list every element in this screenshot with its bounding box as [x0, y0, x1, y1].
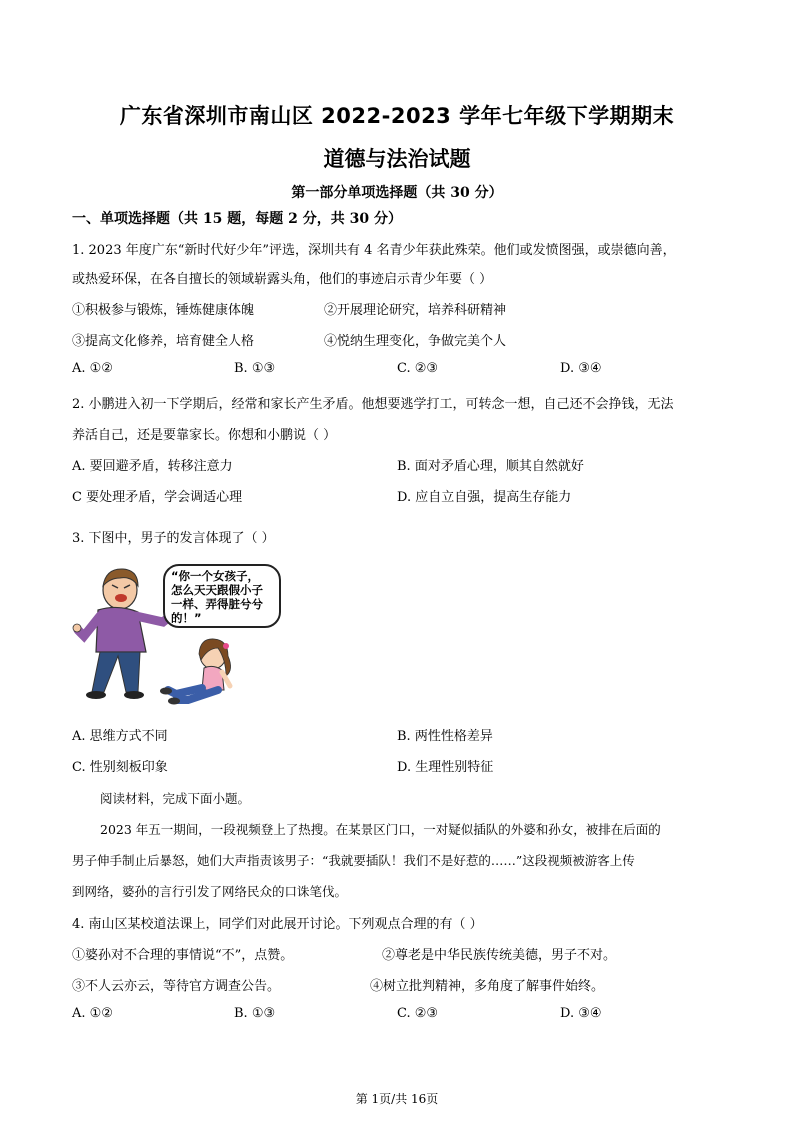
q1-stem-line2: 或热爱环保，在各自擅长的领域崭露头角，他们的事迹启示青少年要（ ） — [72, 272, 493, 287]
material-line-3: 到网络，婆孙的言行引发了网络民众的口诛笔伐。 — [72, 884, 348, 899]
q4-option-b: B. ①③ — [234, 1006, 276, 1021]
q2-option-b: B. 面对矛盾心理，顺其自然就好 — [397, 459, 584, 474]
q4-option-c: C. ②③ — [397, 1006, 439, 1021]
material-line-1: 2023 年五一期间，一段视频登上了热搜。在某景区门口，一对疑似插队的外婆和孙女，被排在后面的 — [100, 822, 661, 837]
angry-man-figure — [73, 569, 173, 699]
q2-option-a: A. 要回避矛盾，转移注意力 — [72, 459, 233, 474]
material-line-2: 男子伸手制止后暴怒，她们大声指责该男子：“我就要插队！我们不是好惹的……”这段视频被游客上传 — [72, 853, 635, 868]
q4-item-4: ④树立批判精神，多角度了解事件始终。 — [370, 979, 605, 994]
q2-option-c: C 要处理矛盾，学会调适心理 — [72, 490, 243, 505]
speech-line-2: 怎么天天跟假小子 — [171, 583, 263, 597]
q1-stem-line1: 1. 2023 年度广东“新时代好少年”评选，深圳共有 4 名青少年获此殊荣。他们或发愤图强，或崇德向善， — [72, 243, 676, 258]
q1-option-b: B. ①③ — [234, 361, 276, 376]
speech-line-1: “你一个女孩子， — [171, 569, 260, 583]
material-intro: 阅读材料，完成下面小题。 — [100, 791, 251, 806]
section-title: 一、单项选择题（共 15 题，每题 2 分，共 30 分） — [72, 211, 402, 227]
q4-item-1: ①婆孙对不合理的事情说“不”，点赞。 — [72, 948, 294, 963]
q2-option-d: D. 应自立自强，提高生存能力 — [397, 490, 572, 505]
q1-item-1: ①积极参与锻炼，锤炼健康体魄 — [72, 303, 255, 318]
q3-option-a: A. 思维方式不同 — [72, 729, 168, 744]
q1-option-a: A. ①② — [72, 361, 113, 376]
q2-stem-line1: 2. 小鹏进入初一下学期后，经常和家长产生矛盾。他想要逃学打工，可转念一想，自己还不会挣钱，无法 — [72, 397, 674, 412]
q4-item-3: ③不人云亦云，等待官方调查公告。 — [72, 979, 281, 994]
sitting-girl-figure — [160, 639, 231, 705]
q1-item-2: ②开展理论研究，培养科研精神 — [324, 303, 507, 318]
page-footer: 第 1页/共 16页 — [355, 1092, 439, 1106]
q4-stem: 4. 南山区某校道法课上，同学们对此展开讨论。下列观点合理的有（ ） — [72, 917, 483, 932]
part-title: 第一部分单项选择题（共 30 分） — [291, 185, 503, 201]
page-title: 广东省深圳市南山区 2022-2023 学年七年级下学期期末 — [119, 104, 675, 128]
q3-option-d: D. 生理性别特征 — [397, 760, 494, 775]
q3-stem: 3. 下图中，男子的发言体现了（ ） — [72, 531, 275, 546]
q1-item-3: ③提高文化修养，培育健全人格 — [72, 334, 255, 349]
page-subtitle: 道德与法治试题 — [323, 147, 471, 171]
q3-option-b: B. 两性性格差异 — [397, 729, 493, 744]
q4-option-d: D. ③④ — [560, 1006, 602, 1021]
speech-bubble — [163, 564, 281, 628]
q4-option-a: A. ①② — [72, 1006, 113, 1021]
q1-option-c: C. ②③ — [397, 361, 439, 376]
q1-option-d: D. ③④ — [560, 361, 602, 376]
q4-item-2: ②尊老是中华民族传统美德，男子不对。 — [382, 948, 617, 963]
q3-option-c: C. 性别刻板印象 — [72, 760, 168, 775]
speech-line-4: 的！” — [171, 611, 202, 625]
q1-item-4: ④悦纳生理变化，争做完美个人 — [324, 334, 507, 349]
q2-stem-line2: 养活自己，还是要靠家长。你想和小鹏说（ ） — [72, 428, 337, 443]
speech-line-3: 一样、弄得脏兮兮 — [171, 597, 263, 611]
